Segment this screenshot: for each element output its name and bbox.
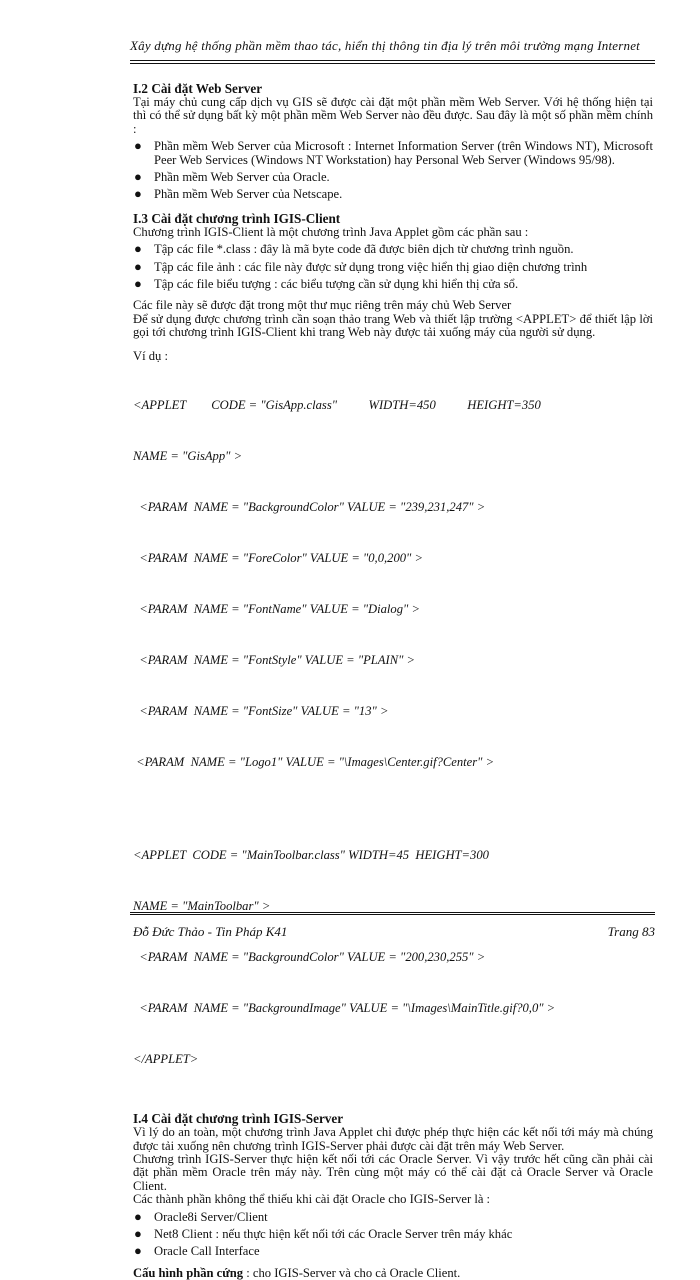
igis-server-para3: Các thành phần không thể thiếu khi cài đặt Oracle cho IGIS-Server là : xyxy=(133,1192,491,1207)
igis-client-list xyxy=(133,243,653,291)
content xyxy=(133,82,653,1280)
bullet-icon: ● xyxy=(134,1243,142,1259)
list-item: ● Oracle Call Interface xyxy=(134,1243,260,1259)
code-line: NAME = "MainToolbar" > xyxy=(133,899,271,914)
bullet-icon: ● xyxy=(134,186,142,202)
code-line: <APPLET CODE = "GisApp.class" WIDTH=450 HEIGHT=350 xyxy=(133,398,541,413)
igis-server-para2: Chương trình IGIS-Server thực hiện kết nối tới các Oracle Server. Vì vậy trước hết cũng cần phải cài đặt phần mềm Oracle trên máy này. Trên cùng một máy có thể cài đặt cả Oracle Server và Oracle Client. xyxy=(133,1151,653,1193)
heading-igis-server: I.4 Cài đặt chương trình IGIS-Server xyxy=(133,1111,344,1127)
header-title: Xây dựng hệ thống phần mềm thao tác, hiển thị thông tin địa lý trên môi trường mạng Internet xyxy=(130,38,640,53)
igis-server-list xyxy=(133,1208,653,1259)
code-line: <PARAM NAME = "BackgroundColor" VALUE = "239,231,247" > xyxy=(133,500,486,515)
list-item: ● Oracle8i Server/Client xyxy=(134,1208,268,1224)
code-line: <PARAM NAME = "FontSize" VALUE = "13" > xyxy=(133,704,389,719)
header-rule xyxy=(130,60,655,61)
igis-client-intro: Chương trình IGIS-Client là một chương trình Java Applet gồm các phần sau : xyxy=(133,224,529,239)
bullet-icon: ● xyxy=(134,241,142,257)
igis-client-para2: Để sử dụng được chương trình cần soạn thảo trang Web và thiết lập trường <APPLET> để thiết lập lời gọi tới chương trình IGIS-Client khi trang Web này được tải xuống máy của người sử dụng. xyxy=(133,311,653,340)
code-line: <PARAM NAME = "FontName" VALUE = "Dialog" > xyxy=(133,602,420,617)
page-number: Trang 83 xyxy=(607,924,655,939)
list-item: ● Tập các file *.class : đây là mã byte code đã được biên dịch từ chương trình nguồn. xyxy=(134,241,574,257)
code-line: <PARAM NAME = "ForeColor" VALUE = "0,0,200" > xyxy=(133,551,423,566)
bullet-icon: ● xyxy=(134,1208,142,1224)
code-line: <PARAM NAME = "FontStyle" VALUE = "PLAIN" > xyxy=(133,653,416,668)
hardware-text: : cho IGIS-Server và cho cả Oracle Client. xyxy=(243,1265,461,1280)
igis-server-para1: Vì lý do an toàn, một chương trình Java Applet chỉ được phép thực hiện các kết nối tới máy mà chúng được tải xuống nên chương trình IGIS-Server phải được cài đặt trên máy Web Server. xyxy=(133,1125,653,1153)
bullet-icon: ● xyxy=(134,169,142,185)
hardware-config xyxy=(133,1267,653,1280)
bullet-icon: ● xyxy=(134,258,142,274)
code-line: </APPLET> xyxy=(133,1052,199,1067)
header-rule-2 xyxy=(130,63,655,64)
hardware-label: Cấu hình phần cứng xyxy=(133,1265,244,1280)
list-item: ● Phần mềm Web Server của Oracle. xyxy=(134,169,330,185)
applet-code-1 xyxy=(133,363,653,805)
list-item: ● Phần mềm Web Server của Netscape. xyxy=(134,186,343,202)
web-server-intro: Tại máy chủ cung cấp dịch vụ GIS sẽ được cài đặt một phần mềm Web Server. Với hệ thống hiện tại thì có thể sử dụng bất kỳ một phần mềm Web Server nào đều được. Sau đây là một số phần mềm chính : xyxy=(133,95,653,136)
list-item: ● Tập các file ảnh : các file này được sử dụng trong việc hiển thị giao diện chương trình xyxy=(134,258,588,274)
footer-rule xyxy=(130,912,655,915)
web-server-list xyxy=(133,140,653,202)
bullet-icon: ● xyxy=(134,276,142,292)
footer-author: Đỗ Đức Thảo - Tin Pháp K41 xyxy=(133,924,288,939)
example-label: Ví dụ : xyxy=(133,348,168,363)
bullet-icon: ● xyxy=(134,138,142,154)
applet-code-2 xyxy=(133,813,653,1102)
code-line: <APPLET CODE = "MainToolbar.class" WIDTH=45 HEIGHT=300 xyxy=(133,848,489,863)
list-item: ● Tập các file biểu tượng : các biểu tượng cần sử dụng khi hiển thị cửa sổ. xyxy=(134,276,519,292)
code-line: <PARAM NAME = "BackgroundColor" VALUE = "200,230,255" > xyxy=(133,950,486,965)
list-item: ● Net8 Client : nếu thực hiện kết nối tới các Oracle Server trên máy khác xyxy=(134,1225,513,1241)
igis-client-para1: Các file này sẽ được đặt trong một thư mục riêng trên máy chủ Web Server xyxy=(133,298,512,313)
heading-igis-client: I.3 Cài đặt chương trình IGIS-Client xyxy=(133,210,341,226)
code-line: NAME = "GisApp" > xyxy=(133,449,243,464)
code-line: <PARAM NAME = "Logo1" VALUE = "\Images\Center.gif?Center" > xyxy=(133,755,495,770)
bullet-icon: ● xyxy=(134,1225,142,1241)
heading-web-server: I.2 Cài đặt Web Server xyxy=(133,81,263,96)
list-item: ● Phần mềm Web Server của Microsoft : Internet Information Server (trên Windows NT), Microsoft Peer Web Services (Windows NT Workstation) hay Personal Web Server (Windows 95/98). xyxy=(134,138,653,167)
code-line: <PARAM NAME = "BackgroundImage" VALUE = "\Images\MainTitle.gif?0,0" > xyxy=(133,1001,556,1016)
